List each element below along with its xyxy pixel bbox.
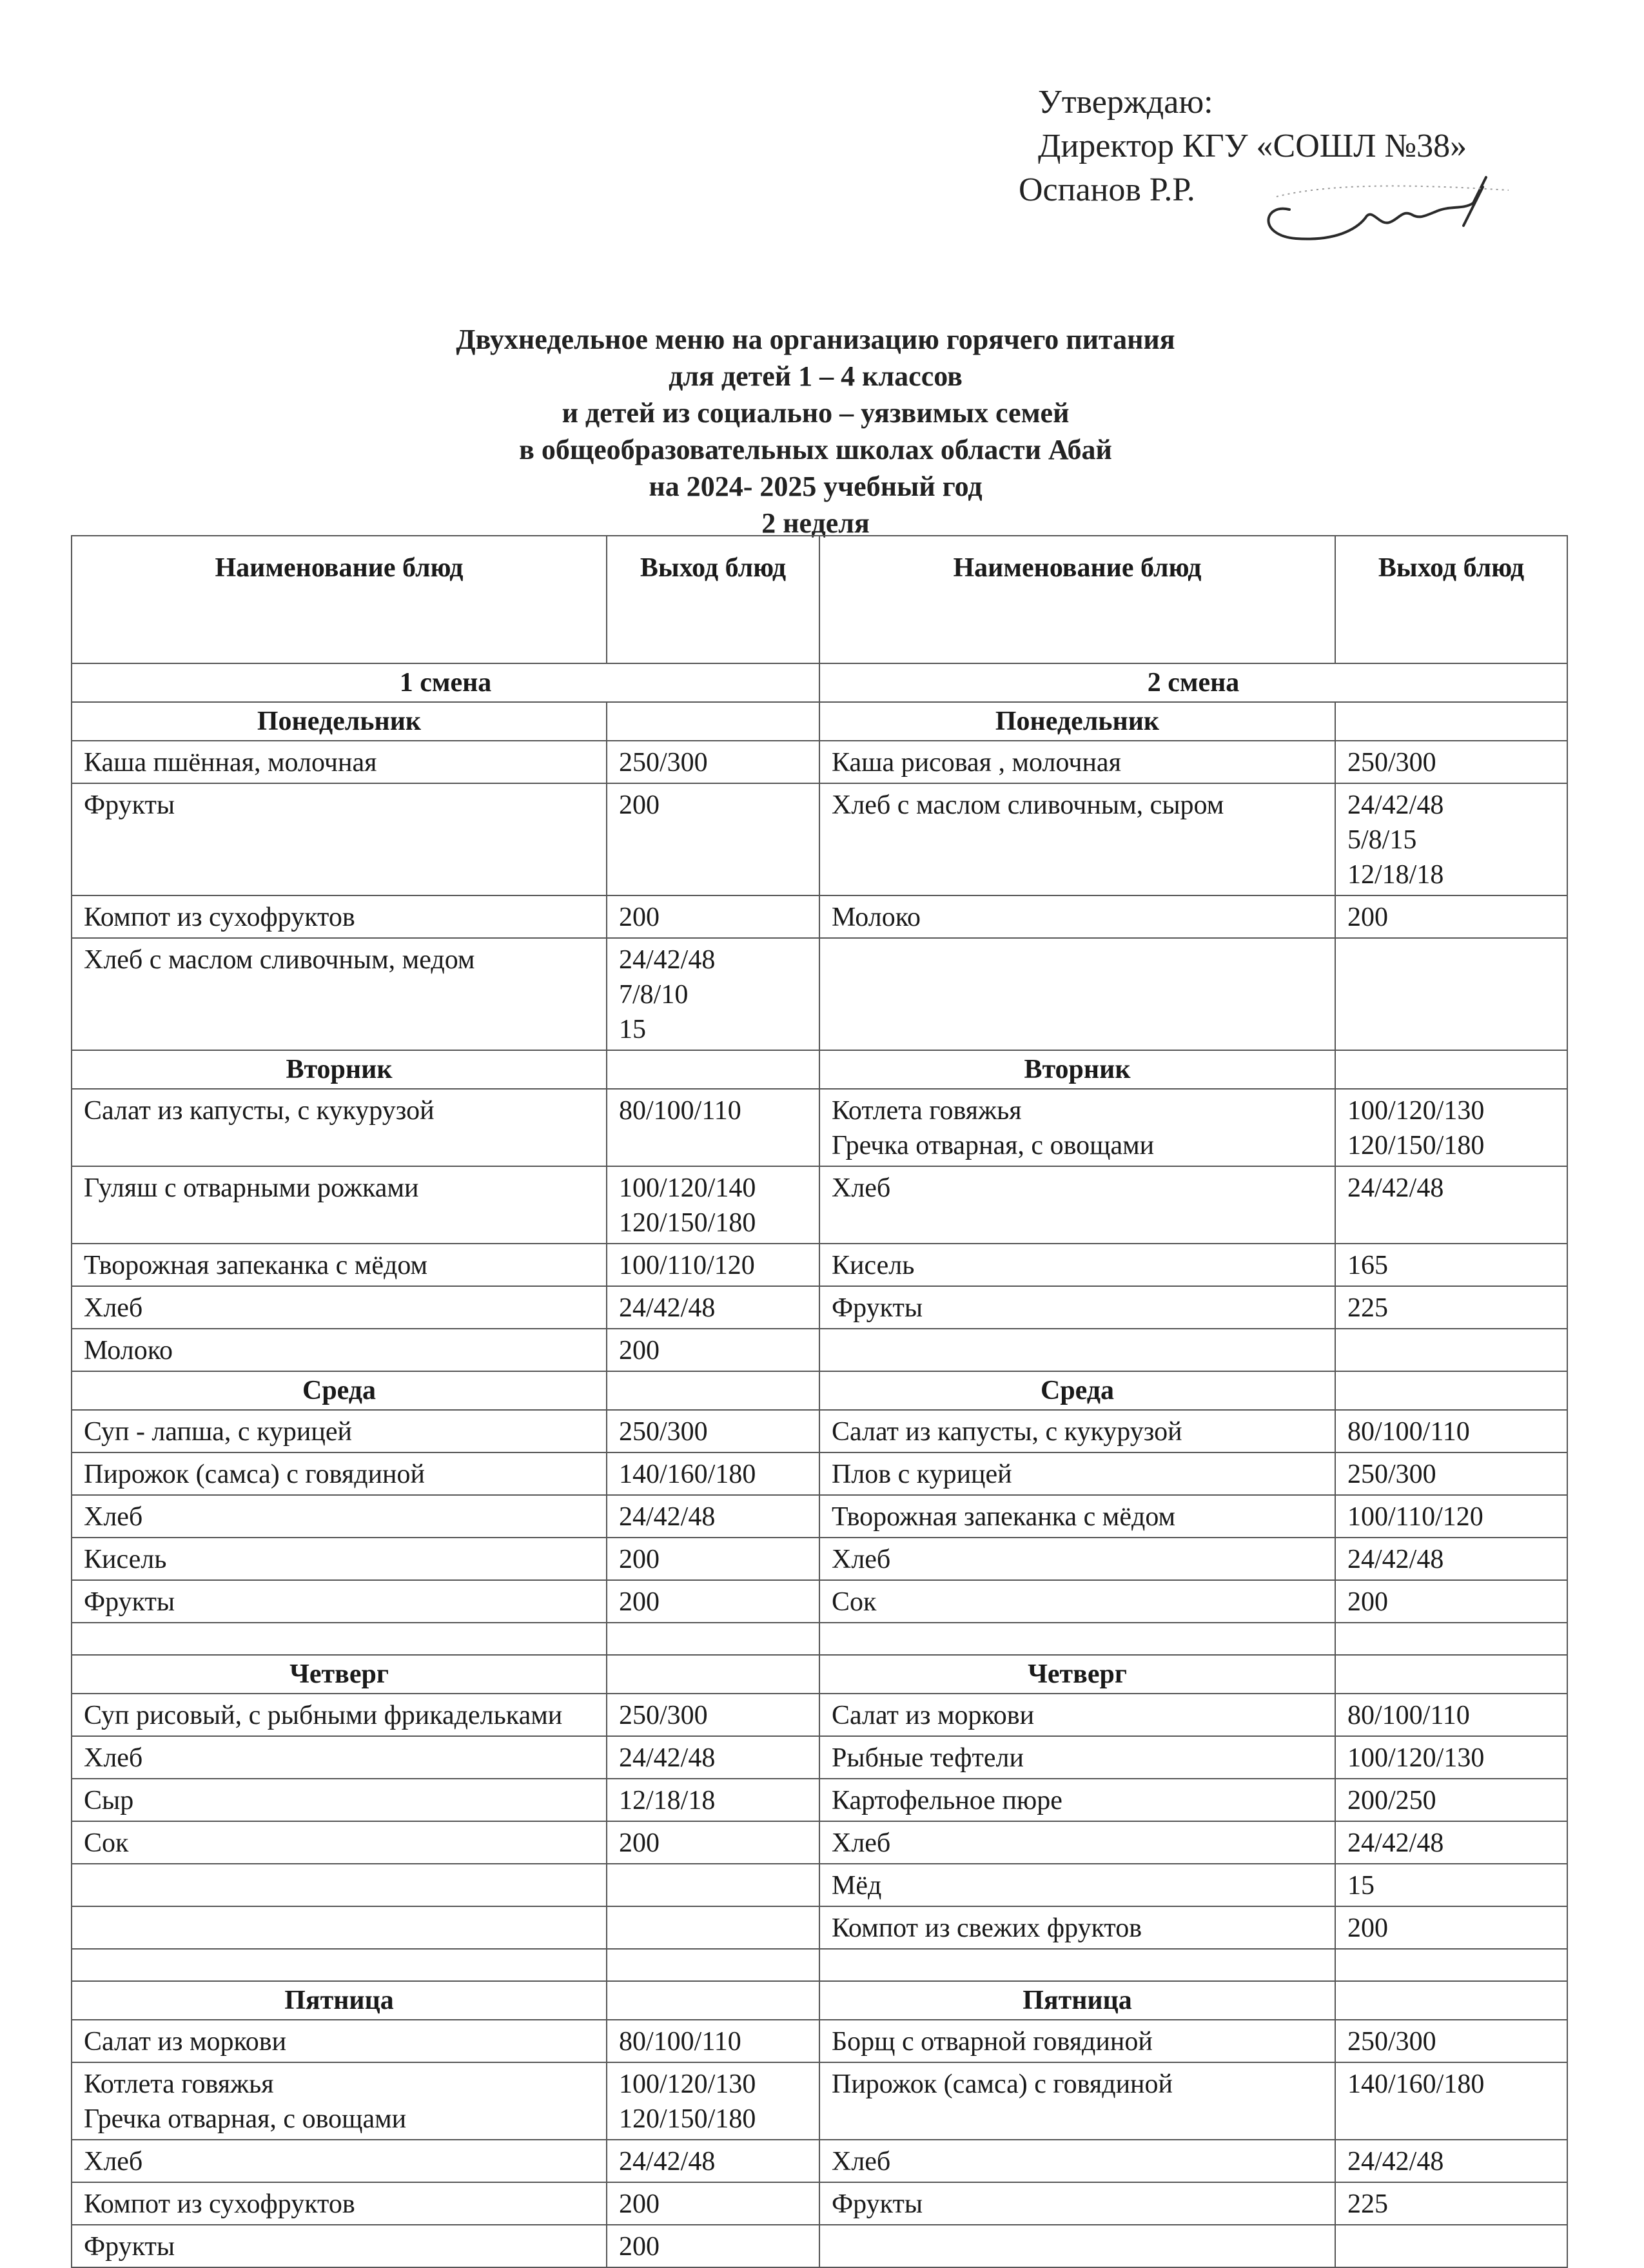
- day-name: Пятница: [72, 1981, 607, 2020]
- column-header-yield: Выход блюд: [1335, 536, 1567, 663]
- column-header-yield: Выход блюд: [607, 536, 819, 663]
- dish-yield: 80/100/110: [607, 1089, 819, 1166]
- dish-yield: [607, 1949, 819, 1981]
- dish-name: [72, 1949, 607, 1981]
- title-line: и детей из социально – уязвимых семей: [562, 397, 1070, 429]
- dish-name: Фрукты: [819, 2182, 1335, 2225]
- dish-name: Сок: [72, 1821, 607, 1864]
- dish-yield: 250/300: [1335, 2020, 1567, 2062]
- table-row: [72, 741, 1567, 783]
- table-row: [72, 1538, 1567, 1580]
- dish-yield: 24/42/48 7/8/10 15: [607, 938, 819, 1050]
- dish-yield: 200/250: [1335, 1779, 1567, 1821]
- dish-yield: 200: [1335, 1906, 1567, 1949]
- empty-cell: [1335, 702, 1567, 741]
- dish-name: Рыбные тефтели: [819, 1736, 1335, 1779]
- table-row: [72, 1906, 1567, 1949]
- dish-name: [819, 938, 1335, 1050]
- dish-name: Котлета говяжья Гречка отварная, с овощами: [819, 1089, 1335, 1166]
- day-name: Четверг: [819, 1655, 1335, 1694]
- empty-cell: [607, 702, 819, 741]
- dish-name: Борщ с отварной говядиной: [819, 2020, 1335, 2062]
- dish-yield: 24/42/48: [607, 1286, 819, 1329]
- dish-name: [819, 2225, 1335, 2267]
- dish-yield: 200: [1335, 1580, 1567, 1623]
- dish-yield: 250/300: [607, 741, 819, 783]
- dish-yield: 250/300: [607, 1694, 819, 1736]
- day-row: [72, 1371, 1567, 1410]
- dish-yield: [607, 1623, 819, 1655]
- dish-yield: 140/160/180: [607, 1452, 819, 1495]
- table-row: [72, 1089, 1567, 1166]
- dish-yield: 200: [607, 2182, 819, 2225]
- empty-cell: [607, 1050, 819, 1089]
- day-row: [72, 1981, 1567, 2020]
- dish-yield: 80/100/110: [1335, 1694, 1567, 1736]
- dish-yield: 24/42/48: [607, 2140, 819, 2182]
- dish-name: Хлеб: [72, 1736, 607, 1779]
- dish-yield: 140/160/180: [1335, 2062, 1567, 2140]
- table-row: [72, 2225, 1567, 2267]
- dish-name: Каша рисовая , молочная: [819, 741, 1335, 783]
- column-header-name: Наименование блюд: [72, 536, 607, 663]
- dish-name: Салат из капусты, с кукурузой: [819, 1410, 1335, 1452]
- dish-yield: 12/18/18: [607, 1779, 819, 1821]
- dish-yield: [1335, 938, 1567, 1050]
- dish-name: Компот из сухофруктов: [72, 2182, 607, 2225]
- table-row: [72, 1779, 1567, 1821]
- dish-name: Фрукты: [72, 783, 607, 895]
- table-row: [72, 1244, 1567, 1286]
- table-row: [72, 2182, 1567, 2225]
- dish-name: Хлеб с маслом сливочным, сыром: [819, 783, 1335, 895]
- dish-name: Компот из свежих фруктов: [819, 1906, 1335, 1949]
- dish-name: Творожная запеканка с мёдом: [72, 1244, 607, 1286]
- table-row: [72, 1580, 1567, 1623]
- dish-name: Хлеб: [819, 2140, 1335, 2182]
- dish-yield: 165: [1335, 1244, 1567, 1286]
- dish-name: [72, 1623, 607, 1655]
- table-row: [72, 895, 1567, 938]
- dish-name: Хлеб: [72, 2140, 607, 2182]
- dish-yield: 100/120/130 120/150/180: [607, 2062, 819, 2140]
- dish-yield: [607, 1864, 819, 1906]
- dish-yield: [607, 1906, 819, 1949]
- day-name: Среда: [819, 1371, 1335, 1410]
- dish-name: Мёд: [819, 1864, 1335, 1906]
- dish-yield: 250/300: [1335, 741, 1567, 783]
- table-row: [72, 1694, 1567, 1736]
- shift-row: [72, 663, 1567, 702]
- dish-name: Молоко: [819, 895, 1335, 938]
- empty-cell: [607, 1655, 819, 1694]
- dish-name: Пирожок (самса) с говядиной: [819, 2062, 1335, 2140]
- dish-name: Хлеб: [72, 1286, 607, 1329]
- dish-yield: 100/120/130: [1335, 1736, 1567, 1779]
- table-header-row: [72, 536, 1567, 663]
- dish-name: Творожная запеканка с мёдом: [819, 1495, 1335, 1538]
- table-row: [72, 938, 1567, 1050]
- dish-yield: 200: [607, 1821, 819, 1864]
- dish-name: Плов с курицей: [819, 1452, 1335, 1495]
- dish-name: Хлеб: [819, 1538, 1335, 1580]
- day-name: Понедельник: [72, 702, 607, 741]
- day-name: Четверг: [72, 1655, 607, 1694]
- table-row: [72, 1736, 1567, 1779]
- table-row: [72, 2140, 1567, 2182]
- dish-name: Суп - лапша, с курицей: [72, 1410, 607, 1452]
- dish-name: Фрукты: [72, 1580, 607, 1623]
- dish-yield: 80/100/110: [1335, 1410, 1567, 1452]
- dish-yield: 24/42/48: [607, 1736, 819, 1779]
- dish-name: Каша пшённая, молочная: [72, 741, 607, 783]
- dish-yield: 100/120/140 120/150/180: [607, 1166, 819, 1244]
- title-line: в общеобразовательных школах области Абай: [519, 434, 1112, 465]
- shift-1-label: 1 смена: [72, 663, 819, 702]
- empty-cell: [1335, 1371, 1567, 1410]
- dish-yield: 100/120/130 120/150/180: [1335, 1089, 1567, 1166]
- dish-yield: [1335, 1623, 1567, 1655]
- dish-yield: 24/42/48 5/8/15 12/18/18: [1335, 783, 1567, 895]
- dish-name: [72, 1864, 607, 1906]
- table-row: [72, 1949, 1567, 1981]
- dish-yield: 100/110/120: [1335, 1495, 1567, 1538]
- dish-name: Молоко: [72, 1329, 607, 1371]
- table-row: [72, 1623, 1567, 1655]
- dish-yield: 80/100/110: [607, 2020, 819, 2062]
- table-row: [72, 1864, 1567, 1906]
- table-row: [72, 1452, 1567, 1495]
- dish-yield: 24/42/48: [1335, 1166, 1567, 1244]
- dish-yield: 24/42/48: [1335, 2140, 1567, 2182]
- dish-name: Пирожок (самса) с говядиной: [72, 1452, 607, 1495]
- dish-name: Фрукты: [72, 2225, 607, 2267]
- dish-name: Картофельное пюре: [819, 1779, 1335, 1821]
- dish-yield: [1335, 2225, 1567, 2267]
- dish-yield: 200: [607, 1329, 819, 1371]
- dish-yield: 250/300: [607, 1410, 819, 1452]
- dish-name: Сыр: [72, 1779, 607, 1821]
- dish-yield: 200: [607, 1538, 819, 1580]
- table-row: [72, 2062, 1567, 2140]
- menu-table: [71, 535, 1568, 2268]
- table-row: [72, 2020, 1567, 2062]
- shift-2-label: 2 смена: [819, 663, 1567, 702]
- dish-yield: 200: [1335, 895, 1567, 938]
- dish-yield: 200: [607, 783, 819, 895]
- dish-name: [819, 1329, 1335, 1371]
- dish-name: Фрукты: [819, 1286, 1335, 1329]
- dish-name: Котлета говяжья Гречка отварная, с овощами: [72, 2062, 607, 2140]
- table-row: [72, 783, 1567, 895]
- table-row: [72, 1821, 1567, 1864]
- dish-name: Кисель: [72, 1538, 607, 1580]
- dish-name: Компот из сухофруктов: [72, 895, 607, 938]
- dish-name: Салат из моркови: [819, 1694, 1335, 1736]
- dish-yield: 15: [1335, 1864, 1567, 1906]
- approval-line-3: Оспанов Р.Р.: [1019, 171, 1195, 208]
- dish-name: Сок: [819, 1580, 1335, 1623]
- title-line: 2 неделя: [761, 507, 870, 539]
- dish-name: Суп рисовый, с рыбными фрикадельками: [72, 1694, 607, 1736]
- dish-yield: 200: [607, 1580, 819, 1623]
- empty-cell: [1335, 1655, 1567, 1694]
- day-name: Пятница: [819, 1981, 1335, 2020]
- dish-name: Хлеб: [819, 1166, 1335, 1244]
- dish-yield: 200: [607, 895, 819, 938]
- day-row: [72, 1655, 1567, 1694]
- table-row: [72, 1495, 1567, 1538]
- dish-name: [819, 1623, 1335, 1655]
- dish-yield: [1335, 1949, 1567, 1981]
- dish-name: Хлеб: [72, 1495, 607, 1538]
- dish-yield: 225: [1335, 1286, 1567, 1329]
- dish-yield: 24/42/48: [1335, 1821, 1567, 1864]
- dish-name: [819, 1949, 1335, 1981]
- empty-cell: [607, 1371, 819, 1410]
- approval-line-1: Утверждаю:: [1038, 84, 1213, 121]
- table-row: [72, 1286, 1567, 1329]
- title-line: на 2024- 2025 учебный год: [649, 471, 983, 502]
- approval-line-2: Директор КГУ «СОШЛ №38»: [1038, 128, 1467, 164]
- day-name: Понедельник: [819, 702, 1335, 741]
- dish-name: [72, 1906, 607, 1949]
- day-name: Среда: [72, 1371, 607, 1410]
- day-row: [72, 702, 1567, 741]
- dish-name: Салат из моркови: [72, 2020, 607, 2062]
- dish-yield: 250/300: [1335, 1452, 1567, 1495]
- table-row: [72, 1329, 1567, 1371]
- dish-name: Салат из капусты, с кукурузой: [72, 1089, 607, 1166]
- dish-yield: 100/110/120: [607, 1244, 819, 1286]
- dish-name: Хлеб с маслом сливочным, медом: [72, 938, 607, 1050]
- empty-cell: [1335, 1981, 1567, 2020]
- day-name: Вторник: [72, 1050, 607, 1089]
- dish-yield: 200: [607, 2225, 819, 2267]
- table-row: [72, 1166, 1567, 1244]
- table-row: [72, 1410, 1567, 1452]
- day-name: Вторник: [819, 1050, 1335, 1089]
- dish-yield: 24/42/48: [1335, 1538, 1567, 1580]
- dish-yield: 24/42/48: [607, 1495, 819, 1538]
- dish-name: Кисель: [819, 1244, 1335, 1286]
- dish-name: Гуляш с отварными рожками: [72, 1166, 607, 1244]
- day-row: [72, 1050, 1567, 1089]
- column-header-name: Наименование блюд: [819, 536, 1335, 663]
- title-line: для детей 1 – 4 классов: [669, 360, 963, 392]
- document-title: [0, 321, 1644, 542]
- title-line: Двухнедельное меню на организацию горячего питания: [456, 324, 1175, 355]
- empty-cell: [1335, 1050, 1567, 1089]
- dish-yield: 225: [1335, 2182, 1567, 2225]
- director-signature: [1251, 164, 1522, 261]
- dish-name: Хлеб: [819, 1821, 1335, 1864]
- empty-cell: [607, 1981, 819, 2020]
- dish-yield: [1335, 1329, 1567, 1371]
